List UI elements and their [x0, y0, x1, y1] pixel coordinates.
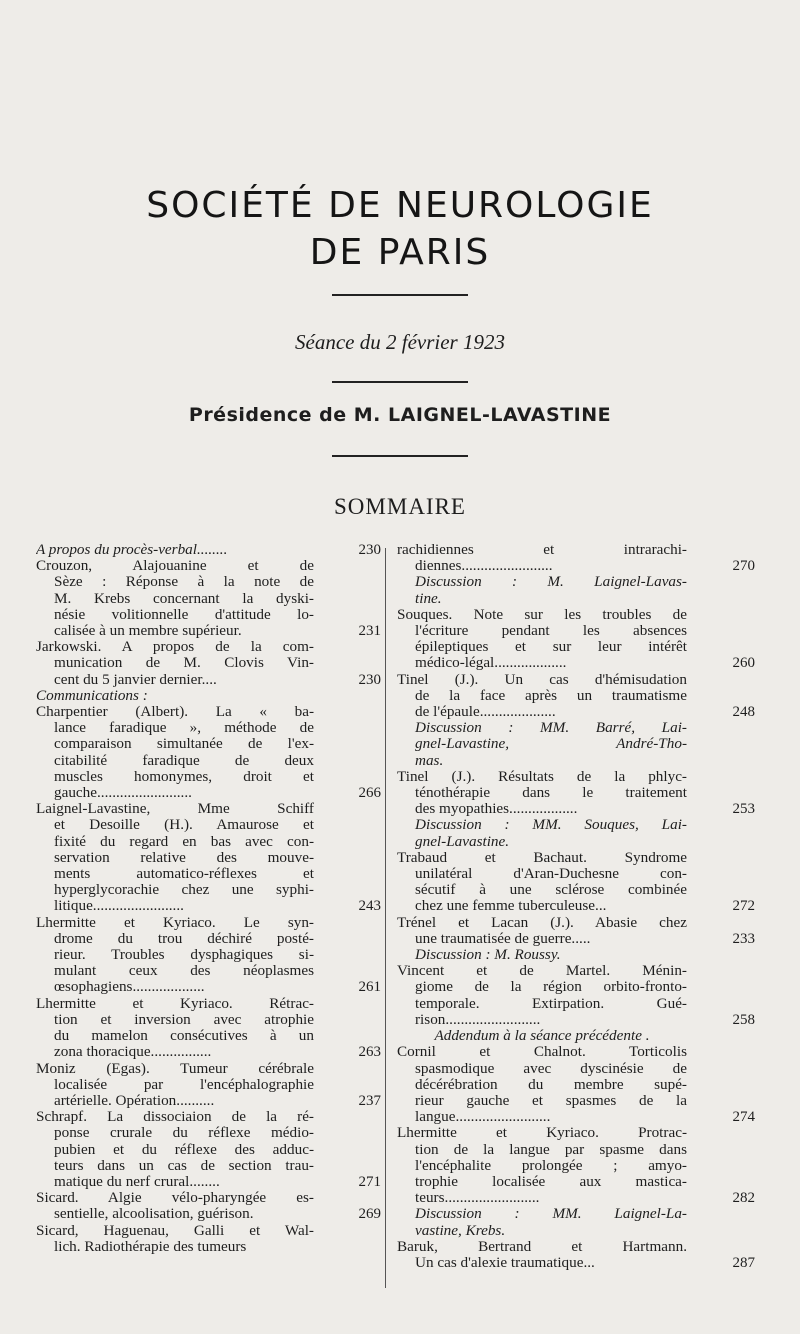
summary-left-column — [36, 542, 381, 1255]
entry-line: et Desoille (H.). Amaurose et — [54, 817, 314, 834]
entry-line: gauche......................... — [54, 785, 192, 802]
entry-line: Lhermitte et Kyriaco. Protrac- — [397, 1125, 687, 1142]
summary-entry — [397, 542, 757, 574]
entry-line: M. Krebs concernant la dyski- — [54, 590, 314, 607]
entry-line: Souques. Note sur les troubles de — [397, 606, 687, 623]
page-number: 260 — [732, 655, 755, 672]
page-number: 258 — [732, 1011, 755, 1028]
entry-line: Crouzon, Alajouanine et de — [36, 558, 314, 575]
entry-line: Discussion : MM. Laignel-La- — [415, 1206, 687, 1223]
summary-entry — [397, 1206, 757, 1238]
entry-line: Lhermitte et Kyriaco. Le syn- — [36, 914, 314, 931]
page-number: 287 — [732, 1254, 755, 1271]
page-number: 237 — [358, 1092, 381, 1109]
entry-line: langue......................... — [415, 1109, 551, 1126]
entry-line: localisée par l'encéphalographie — [54, 1076, 314, 1093]
summary-entry — [397, 817, 757, 849]
entry-line: calisée à un membre supérieur. — [54, 623, 242, 640]
page-number: 272 — [732, 898, 755, 915]
page-number: 266 — [358, 785, 381, 802]
entry-line: Trénel et Lacan (J.). Abasie chez — [397, 914, 687, 931]
entry-line: Moniz (Egas). Tumeur cérébrale — [36, 1060, 314, 1077]
entry-line: muscles homonymes, droit et — [54, 768, 314, 785]
entry-line: médico-légal................... — [415, 655, 567, 672]
summary-right-column — [397, 542, 757, 1271]
entry-line: lance faradique », méthode de — [54, 720, 314, 737]
summary-entry — [397, 1239, 757, 1271]
entry-line: nésie volitionnelle d'attitude lo- — [54, 606, 314, 623]
entry-line: mulant ceux des néoplasmes — [54, 963, 314, 980]
summary-entry — [397, 574, 757, 606]
session-date: Séance du 2 février 1923 — [295, 330, 505, 354]
summary-entry — [36, 688, 381, 704]
entry-line: Vincent et de Martel. Ménin- — [397, 963, 687, 980]
entry-line: décérébration du membre supé- — [415, 1076, 687, 1093]
entry-line: zona thoracique................ — [54, 1044, 212, 1061]
entry-line: rieur gauche et spasmes de la — [415, 1092, 687, 1109]
entry-line: gnel-Lavastine, André-Tho- — [415, 736, 687, 753]
entry-line: œsophagiens................... — [54, 979, 205, 996]
page-number: 261 — [358, 979, 381, 996]
society-title-city: DE PARIS — [309, 232, 491, 273]
summary-entry — [397, 850, 757, 915]
summary-entry — [36, 1109, 381, 1190]
entry-line: du mamelon consécutives à un — [54, 1028, 314, 1045]
entry-line: tine. — [415, 590, 442, 607]
entry-line: ments automatico-réflexes et — [54, 866, 314, 883]
entry-line: ponse crurale du réflexe médio- — [54, 1125, 314, 1142]
entry-line: Discussion : MM. Barré, Lai- — [415, 720, 687, 737]
summary-entry — [36, 542, 381, 558]
entry-line: artérielle. Opération.......... — [54, 1092, 215, 1109]
summary-entry — [36, 558, 381, 639]
page-number: 231 — [358, 623, 381, 640]
entry-line: Trabaud et Bachaut. Syndrome — [397, 849, 687, 866]
entry-line: vastine, Krebs. — [415, 1222, 506, 1239]
entry-line: une traumatisée de guerre..... — [415, 930, 591, 947]
entry-line: trophie localisée aux mastica- — [415, 1173, 687, 1190]
entry-line: l'encéphalite prolongée ; amyo- — [415, 1157, 687, 1174]
page-number: 253 — [732, 801, 755, 818]
page-number: 230 — [358, 542, 381, 558]
summary-entry — [397, 672, 757, 721]
entry-line: litique........................ — [54, 898, 184, 915]
summary-entry — [397, 720, 757, 769]
entry-line: sentielle, alcoolisation, guérison. — [54, 1206, 254, 1223]
entry-line: hyperglycorachie chez une syphi- — [54, 882, 314, 899]
title-rule — [332, 294, 468, 296]
entry-line: ténothérapie dans le traitement — [415, 785, 687, 802]
summary-entry — [397, 1028, 757, 1044]
entry-line: Tinel (J.). Un cas d'hémisudation — [397, 671, 687, 688]
page-number: 271 — [358, 1173, 381, 1190]
entry-line: citabilité faradique de deux — [54, 752, 314, 769]
summary-entry — [36, 915, 381, 996]
page-number: 282 — [732, 1190, 755, 1207]
page-number: 269 — [358, 1206, 381, 1223]
session-rule — [332, 381, 468, 383]
entry-line: Lhermitte et Kyriaco. Rétrac- — [36, 995, 314, 1012]
presidency-line: Présidence de M. LAIGNEL-LAVASTINE — [188, 404, 612, 426]
summary-entry — [397, 915, 757, 947]
entry-line: pubien et du réflexe des adduc- — [54, 1141, 314, 1158]
summary-entry — [36, 639, 381, 688]
summary-entry — [397, 769, 757, 818]
summary-entry — [36, 1190, 381, 1222]
entry-line: Tinel (J.). Résultats de la phlyc- — [397, 768, 687, 785]
entry-line: Discussion : MM. Souques, Lai- — [415, 817, 687, 834]
entry-line: Baruk, Bertrand et Hartmann. — [397, 1238, 687, 1255]
entry-line: teurs dans un cas de section trau- — [54, 1157, 314, 1174]
entry-line: de l'épaule.................... — [415, 704, 556, 721]
entry-line: Schrapf. La dissociaion de la ré- — [36, 1109, 314, 1126]
summary-entry — [397, 947, 757, 963]
page-number: 263 — [358, 1044, 381, 1061]
entry-line: unilatéral d'Aran-Duchesne con- — [415, 866, 687, 883]
summary-entry — [397, 607, 757, 672]
entry-line: rachidiennes et intrarachi- — [397, 542, 687, 558]
entry-line: Charpentier (Albert). La « ba- — [36, 704, 314, 721]
entry-line: matique du nerf crural........ — [54, 1173, 220, 1190]
summary-entry — [36, 1223, 381, 1255]
entry-line: lich. Radiothérapie des tumeurs — [54, 1238, 247, 1255]
summary-entry — [36, 704, 381, 801]
entry-line: de la face après un traumatisme — [415, 687, 687, 704]
society-title: SOCIÉTÉ DE NEUROLOGIE — [146, 185, 654, 226]
summary-entry — [36, 1061, 381, 1110]
summary-entry — [397, 963, 757, 1028]
summary-entry — [397, 1044, 757, 1125]
entry-line: Discussion : M. Roussy. — [415, 947, 561, 964]
entry-line: Discussion : M. Laignel-Lavas- — [415, 574, 687, 591]
entry-line: servation relative des mouve- — [54, 849, 314, 866]
entry-line: teurs......................... — [415, 1190, 540, 1207]
page-number: 243 — [358, 898, 381, 915]
page-number: 248 — [732, 704, 755, 721]
entry-line: diennes........................ — [415, 558, 553, 575]
page-number: 274 — [732, 1109, 755, 1126]
entry-line: Jarkowski. A propos de la com- — [36, 639, 314, 656]
entry-line: Communications : — [36, 687, 148, 704]
page-number: 230 — [358, 671, 381, 688]
summary-heading: SOMMAIRE — [334, 494, 466, 519]
entry-line: drome du trou déchiré posté- — [54, 930, 314, 947]
entry-line: Sèze : Réponse à la note de — [54, 574, 314, 591]
entry-line: cent du 5 janvier dernier.... — [54, 671, 217, 688]
entry-line: rieur. Troubles dysphagiques si- — [54, 947, 314, 964]
entry-line: Sicard. Algie vélo-pharyngée es- — [36, 1190, 314, 1207]
page-number: 233 — [732, 930, 755, 947]
entry-line: munication de M. Clovis Vin- — [54, 655, 314, 672]
summary-entry — [397, 1125, 757, 1206]
entry-line: Un cas d'alexie traumatique... — [415, 1254, 595, 1271]
page-number: 270 — [732, 558, 755, 575]
summary-entry — [36, 801, 381, 914]
entry-line: temporale. Extirpation. Gué- — [415, 995, 687, 1012]
column-divider — [385, 548, 386, 1288]
entry-line: gnel-Lavastine. — [415, 833, 510, 850]
summary-entry — [36, 996, 381, 1061]
entry-line: mas. — [415, 752, 444, 769]
entry-line: Laignel-Lavastine, Mme Schiff — [36, 801, 314, 818]
entry-line: comparaison simultanée de l'ex- — [54, 736, 314, 753]
entry-line: tion et inversion avec atrophie — [54, 1011, 314, 1028]
entry-line: l'écriture pendant les absences — [415, 623, 687, 640]
entry-line: Sicard, Haguenau, Galli et Wal- — [36, 1222, 314, 1239]
entry-line: chez une femme tuberculeuse... — [415, 898, 607, 915]
entry-line: Cornil et Chalnot. Torticolis — [397, 1044, 687, 1061]
entry-line: Addendum à la séance précédente . — [434, 1028, 650, 1045]
entry-line: tion de la langue par spasme dans — [415, 1141, 687, 1158]
entry-line: sécutif à une sclérose combinée — [415, 882, 687, 899]
presidency-rule — [332, 455, 468, 457]
entry-line: des myopathies.................. — [415, 801, 578, 818]
entry-line: A propos du procès-verbal........ — [36, 542, 228, 558]
entry-line: spasmodique avec dyscinésie de — [415, 1060, 687, 1077]
entry-line: giome de la région orbito-fronto- — [415, 979, 687, 996]
entry-line: fixité du regard en bas avec con- — [54, 833, 314, 850]
entry-line: épileptiques et sur leur intérêt — [415, 639, 687, 656]
entry-line: rison......................... — [415, 1011, 541, 1028]
